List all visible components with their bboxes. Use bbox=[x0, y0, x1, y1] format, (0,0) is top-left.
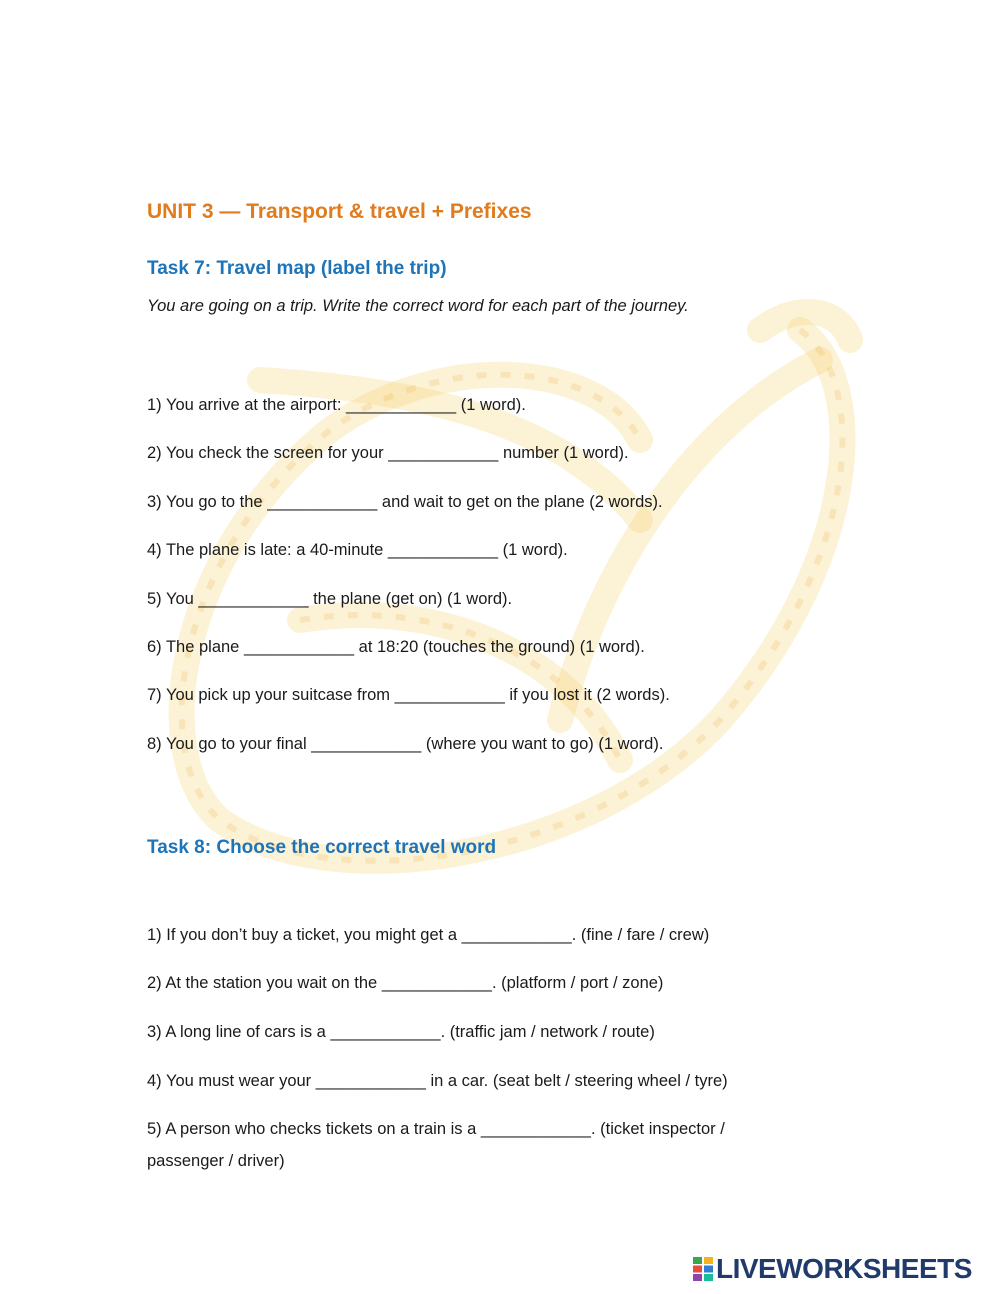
answer-blank[interactable]: ____________ bbox=[198, 590, 309, 608]
task7-instruction: You are going on a trip. Write the correct word for each part of the journey. bbox=[147, 297, 689, 315]
answer-blank[interactable]: ____________ bbox=[267, 493, 378, 511]
task8-question-1: 1) If you don’t buy a ticket, you might get a ____________. (fine / fare / crew) bbox=[147, 919, 709, 951]
task7-question-8: 8) You go to your final ____________ (where you want to go) (1 word). bbox=[147, 728, 663, 760]
task7-question-3: 3) You go to the ____________ and wait to get on the plane (2 words). bbox=[147, 486, 663, 518]
answer-blank[interactable]: ____________ bbox=[311, 735, 422, 753]
answer-blank[interactable]: ____________ bbox=[387, 541, 499, 559]
task7-question-2: 2) You check the screen for your ____________ number (1 word). bbox=[147, 437, 629, 469]
liveworksheets-logo bbox=[693, 1254, 972, 1284]
answer-blank[interactable]: ____________ bbox=[461, 926, 572, 944]
task7-question-5: 5) You ____________ the plane (get on) (1 word). bbox=[147, 583, 512, 615]
liveworksheets-logo-text: LIVEWORKSHEETS bbox=[716, 1253, 972, 1284]
unit-title: UNIT 3 — Transport & travel + Prefixes bbox=[147, 200, 532, 223]
liveworksheets-logo-icon bbox=[693, 1257, 713, 1281]
answer-blank[interactable]: ____________ bbox=[381, 974, 492, 992]
answer-blank[interactable]: ____________ bbox=[315, 1072, 426, 1090]
task8-title: Task 8: Choose the correct travel word bbox=[147, 837, 497, 858]
answer-blank[interactable]: ____________ bbox=[243, 638, 355, 656]
task8-question-4: 4) You must wear your ____________ in a car. (seat belt / steering wheel / tyre) bbox=[147, 1065, 728, 1097]
task8-question-2: 2) At the station you wait on the ____________. (platform / port / zone) bbox=[147, 967, 663, 999]
task7-question-6: 6) The plane ____________ at 18:20 (touches the ground) (1 word). bbox=[147, 631, 645, 663]
answer-blank[interactable]: ____________ bbox=[330, 1023, 441, 1041]
answer-blank[interactable]: ____________ bbox=[480, 1120, 591, 1138]
task7-title: Task 7: Travel map (label the trip) bbox=[147, 258, 447, 279]
answer-blank[interactable]: ____________ bbox=[394, 686, 505, 704]
answer-blank[interactable]: ____________ bbox=[388, 444, 499, 462]
task7-question-1: 1) You arrive at the airport: ____________ (1 word). bbox=[147, 389, 526, 421]
task7-question-4: 4) The plane is late: a 40-minute ____________ (1 word). bbox=[147, 534, 568, 566]
task7-question-7: 7) You pick up your suitcase from ____________ if you lost it (2 words). bbox=[147, 679, 670, 711]
task8-question-3: 3) A long line of cars is a ____________. (traffic jam / network / route) bbox=[147, 1016, 655, 1048]
task8-question-5: 5) A person who checks tickets on a train is a ____________. (ticket inspector / passenger / driver) bbox=[147, 1113, 797, 1177]
answer-blank[interactable]: ____________ bbox=[346, 396, 457, 414]
